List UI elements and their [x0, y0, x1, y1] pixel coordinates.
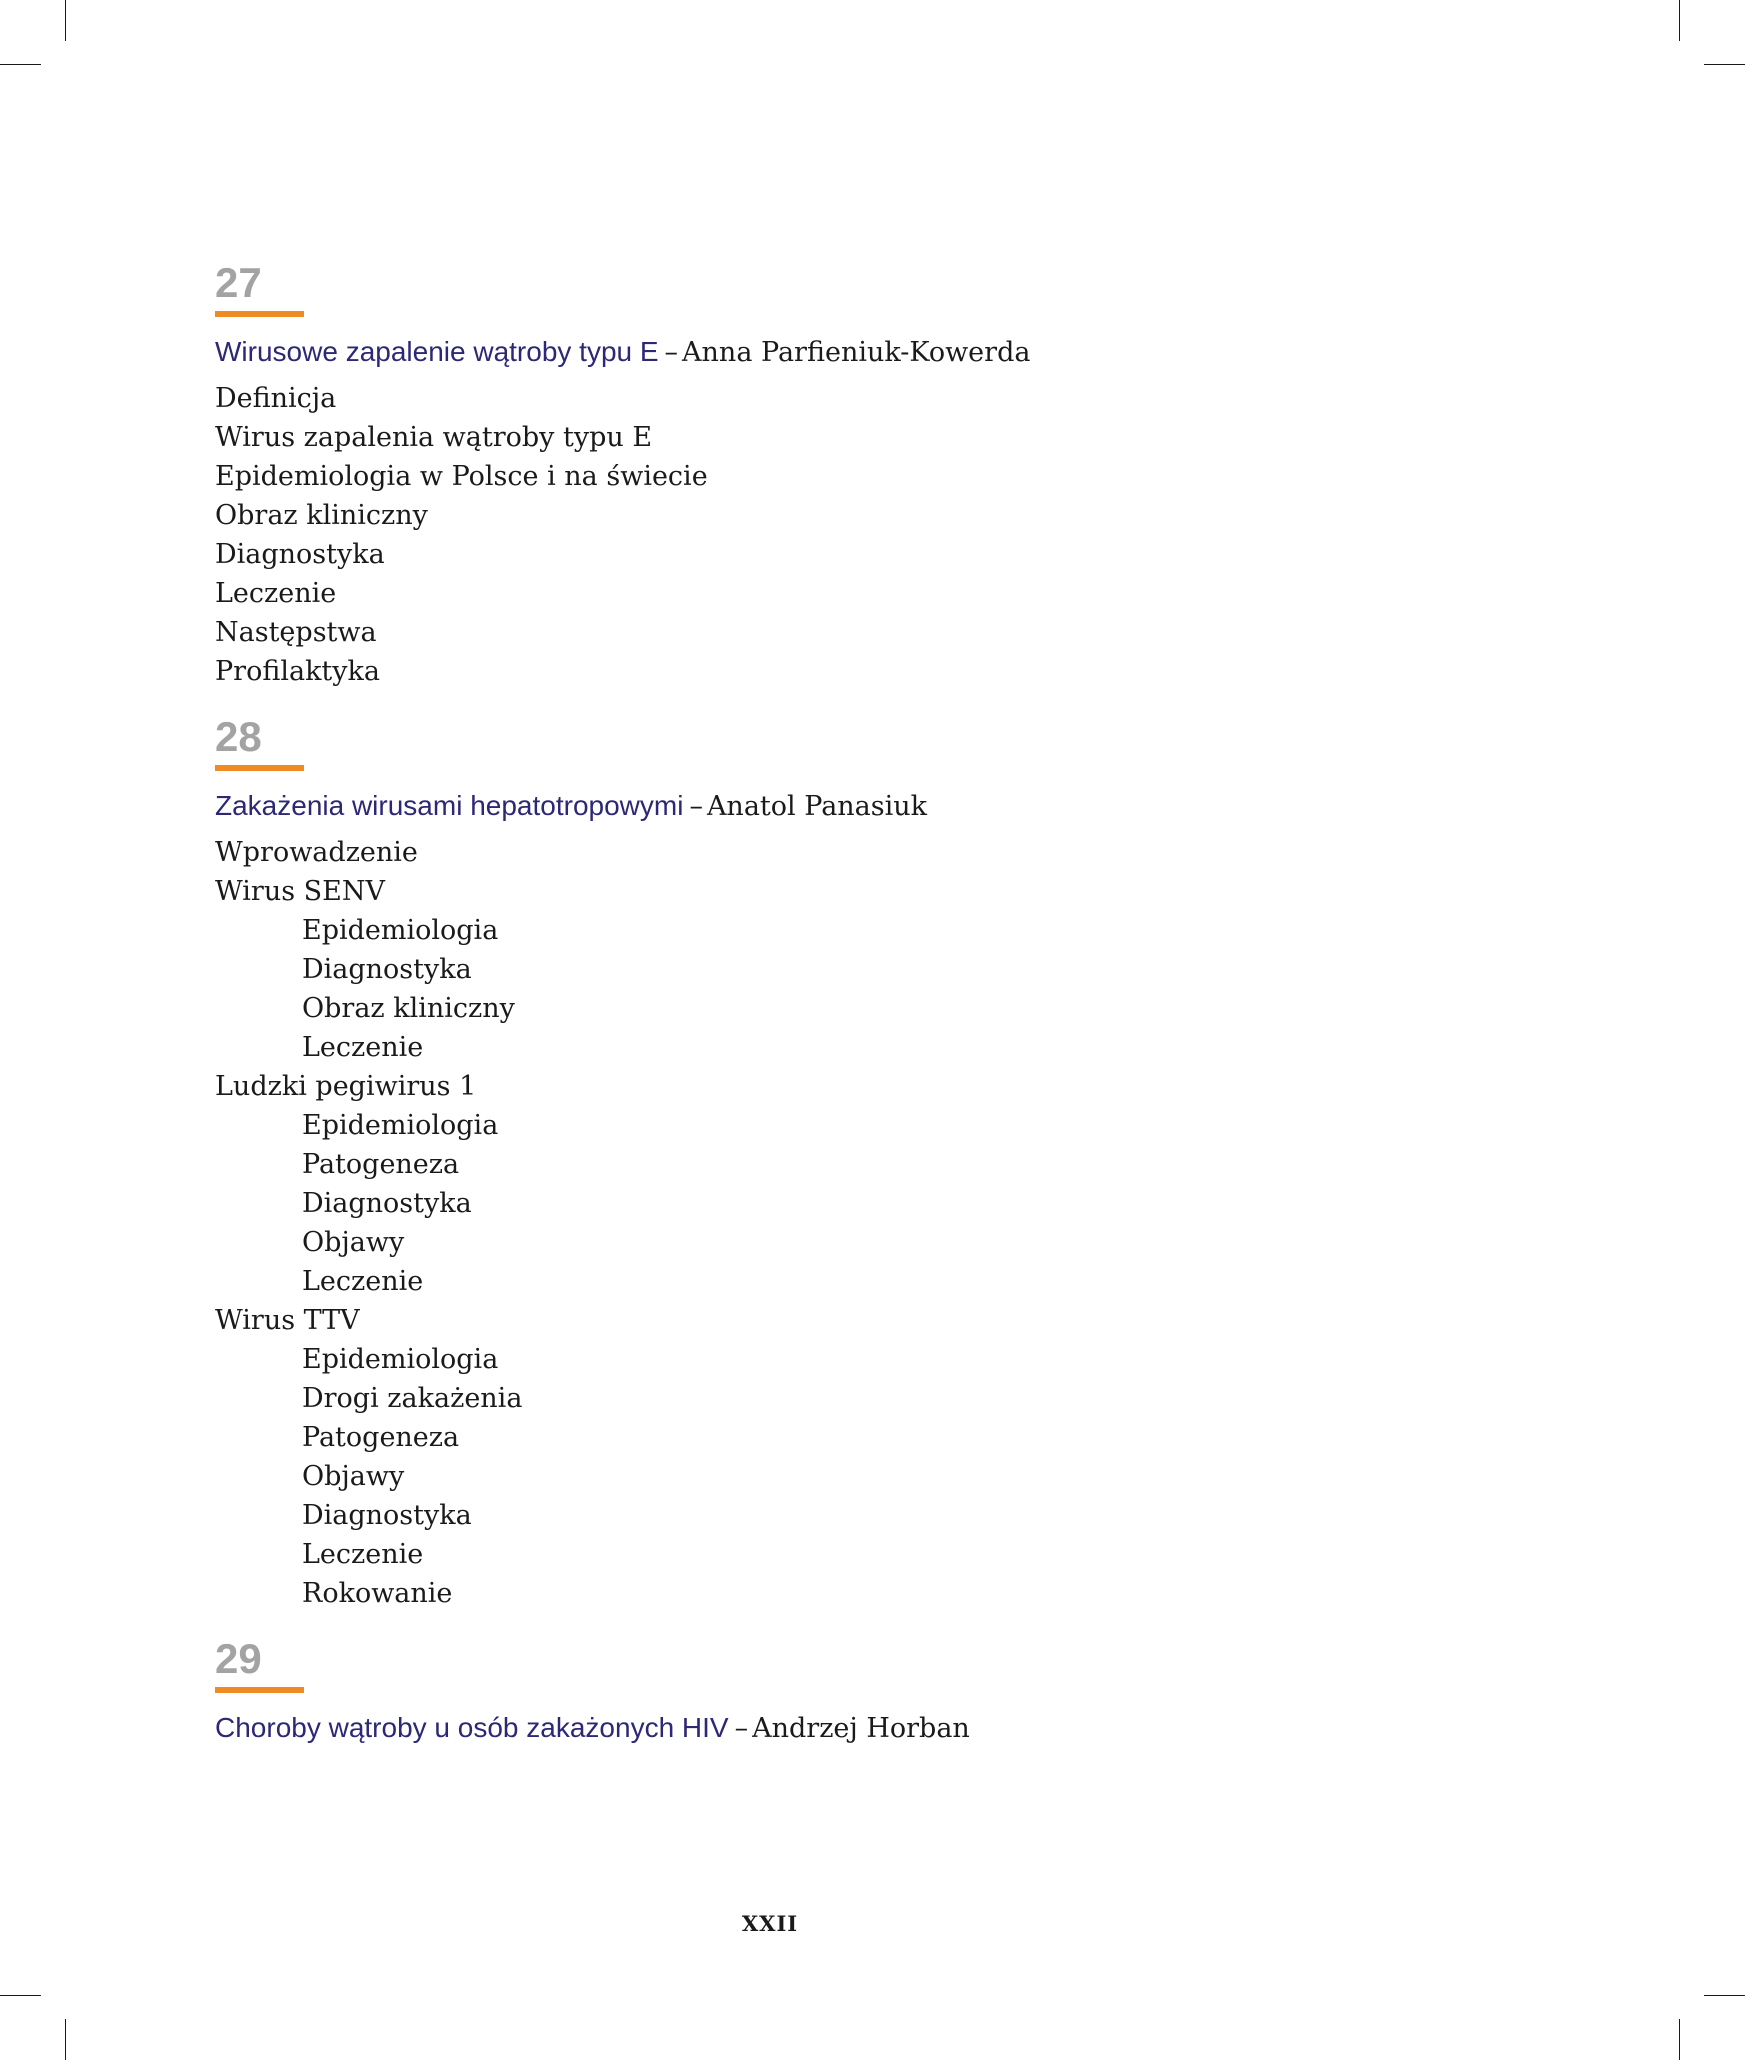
section-item: Wirus zapalenia wątroby typu E — [215, 422, 653, 453]
chapter-accent-bar — [215, 765, 304, 771]
subsection-item: Epidemiologia — [302, 1344, 499, 1375]
section-item: Epidemiologia w Polsce i na świecie — [215, 461, 708, 492]
chapter-heading — [215, 332, 1515, 371]
table-of-contents — [215, 258, 1515, 1747]
section-item: Następstwa — [215, 617, 377, 648]
crop-mark — [0, 64, 41, 65]
section-item: Wprowadzenie — [215, 837, 418, 868]
subsection-item: Objawy — [302, 1461, 405, 1492]
chapter-author-wrap — [683, 791, 927, 822]
author-separator: – — [664, 337, 679, 368]
chapter-28 — [215, 712, 1515, 1613]
section-item: Wirus TTV — [215, 1305, 360, 1336]
section-list — [215, 379, 1515, 691]
subsection-item: Diagnostyka — [302, 1188, 472, 1219]
chapter-number: 28 — [215, 713, 262, 760]
chapter-author-wrap — [729, 1713, 970, 1744]
chapter-author: Anna Parfieniuk-Kowerda — [682, 337, 1031, 368]
section-item: Wirus SENV — [215, 876, 385, 907]
subsection-item: Leczenie — [302, 1539, 424, 1570]
crop-mark — [65, 0, 66, 41]
subsection-item: Leczenie — [302, 1266, 424, 1297]
subsection-item: Objawy — [302, 1227, 405, 1258]
author-separator: – — [734, 1713, 749, 1744]
subsection-item: Diagnostyka — [302, 954, 472, 985]
section-item: Leczenie — [215, 578, 337, 609]
section-item: Diagnostyka — [215, 539, 385, 570]
subsection-item: Diagnostyka — [302, 1500, 472, 1531]
section-item: Ludzki pegiwirus 1 — [215, 1071, 477, 1102]
subsection-item: Patogeneza — [302, 1422, 460, 1453]
crop-mark — [65, 2019, 66, 2060]
subsection-item: Obraz kliniczny — [302, 993, 515, 1024]
chapter-29 — [215, 1634, 1515, 1747]
chapter-author: Anatol Panasiuk — [706, 791, 928, 822]
chapter-accent-bar — [215, 1687, 304, 1693]
subsection-item: Drogi zakażenia — [302, 1383, 523, 1414]
subsection-item: Rokowanie — [302, 1578, 453, 1609]
chapter-title: Zakażenia wirusami hepatotropowymi — [215, 790, 684, 821]
subsection-item: Leczenie — [302, 1032, 424, 1063]
subsection-item: Epidemiologia — [302, 1110, 499, 1141]
author-separator: – — [689, 791, 703, 822]
subsection-item: Epidemiologia — [302, 915, 499, 946]
section-item: Definicja — [215, 383, 337, 414]
page-number: XXII — [741, 1911, 799, 1936]
section-item: Obraz kliniczny — [215, 500, 428, 531]
chapter-number: 27 — [215, 259, 262, 306]
crop-mark — [1679, 2019, 1680, 2060]
crop-mark — [1704, 64, 1745, 65]
crop-mark — [1704, 1995, 1745, 1996]
section-list — [215, 833, 1515, 1613]
chapter-number: 29 — [215, 1635, 262, 1682]
crop-mark — [1679, 0, 1680, 41]
subsection-item: Patogeneza — [302, 1149, 460, 1180]
chapter-heading — [215, 1708, 1515, 1747]
chapter-title: Wirusowe zapalenie wątroby typu E — [215, 336, 659, 367]
chapter-27 — [215, 258, 1515, 691]
chapter-author: Andrzej Horban — [752, 1713, 970, 1744]
chapter-heading — [215, 786, 1515, 825]
chapter-author-wrap — [659, 337, 1031, 368]
section-item: Profilaktyka — [215, 656, 380, 687]
chapter-title: Choroby wątroby u osób zakażonych HIV — [215, 1712, 729, 1743]
chapter-accent-bar — [215, 311, 304, 317]
crop-mark — [0, 1995, 41, 1996]
